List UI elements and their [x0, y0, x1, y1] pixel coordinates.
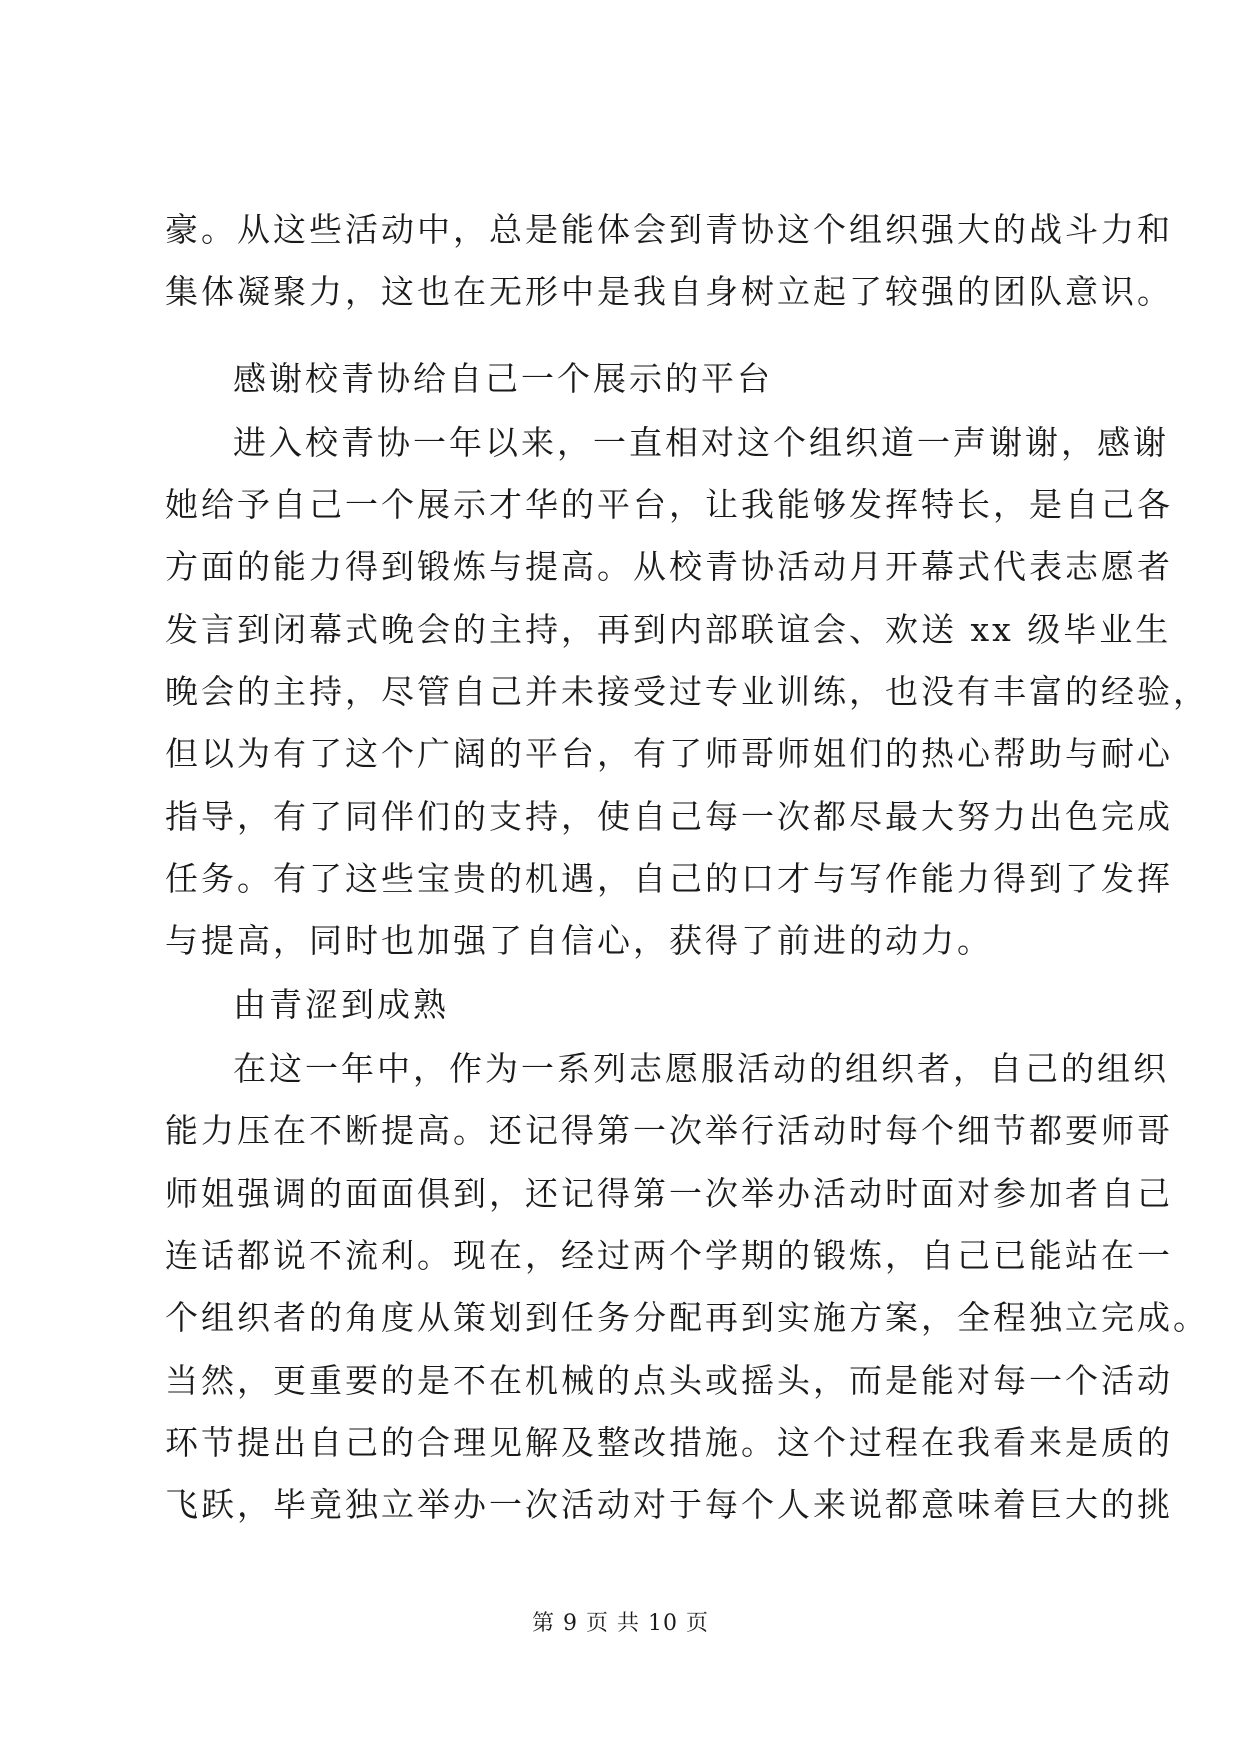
text-line: 能力压在不断提高。还记得第一次举行活动时每个细节都要师哥 [165, 1111, 1173, 1150]
text-line: 晚会的主持，尽管自己并未接受过专业训练，也没有丰富的经验， [165, 672, 1209, 711]
page-footer: 第 9 页 共 10 页 [532, 1611, 709, 1636]
text-line: 连话都说不流利。现在，经过两个学期的锻炼，自己已能站在一 [165, 1236, 1173, 1275]
text-line: 与提高，同时也加强了自信心，获得了前进的动力。 [165, 921, 993, 960]
text-line: 师姐强调的面面俱到，还记得第一次举办活动时面对参加者自己 [165, 1174, 1173, 1213]
text-line: 方面的能力得到锻炼与提高。从校青协活动月开幕式代表志愿者 [165, 547, 1173, 586]
text-line: 任务。有了这些宝贵的机遇，自己的口才与写作能力得到了发挥 [165, 859, 1173, 898]
text-line: 进入校青协一年以来，一直相对这个组织道一声谢谢，感谢 [233, 423, 1169, 462]
text-line: 飞跃，毕竟独立举办一次活动对于每个人来说都意味着巨大的挑 [165, 1485, 1173, 1524]
text-line: 在这一年中，作为一系列志愿服活动的组织者，自己的组织 [233, 1049, 1169, 1088]
section-heading: 由青涩到成熟 [233, 985, 449, 1024]
text-line: 指导，有了同伴们的支持，使自己每一次都尽最大努力出色完成 [165, 797, 1173, 836]
text-line: 她给予自己一个展示才华的平台，让我能够发挥特长，是自己各 [165, 485, 1173, 524]
text-line: 个组织者的角度从策划到任务分配再到实施方案，全程独立完成。 [165, 1298, 1209, 1337]
text-line: 但以为有了这个广阔的平台，有了师哥师姐们的热心帮助与耐心 [165, 734, 1173, 773]
text-line: 集体凝聚力，这也在无形中是我自身树立起了较强的团队意识。 [165, 272, 1173, 311]
text-line: 发言到闭幕式晚会的主持，再到内部联谊会、欢送 xx 级毕业生 [165, 610, 1172, 649]
text-line: 豪。从这些活动中，总是能体会到青协这个组织强大的战斗力和 [165, 210, 1173, 249]
text-line: 环节提出自己的合理见解及整改措施。这个过程在我看来是质的 [165, 1423, 1173, 1462]
text-line: 当然，更重要的是不在机械的点头或摇头，而是能对每一个活动 [165, 1361, 1173, 1400]
section-heading: 感谢校青协给自己一个展示的平台 [233, 359, 773, 398]
